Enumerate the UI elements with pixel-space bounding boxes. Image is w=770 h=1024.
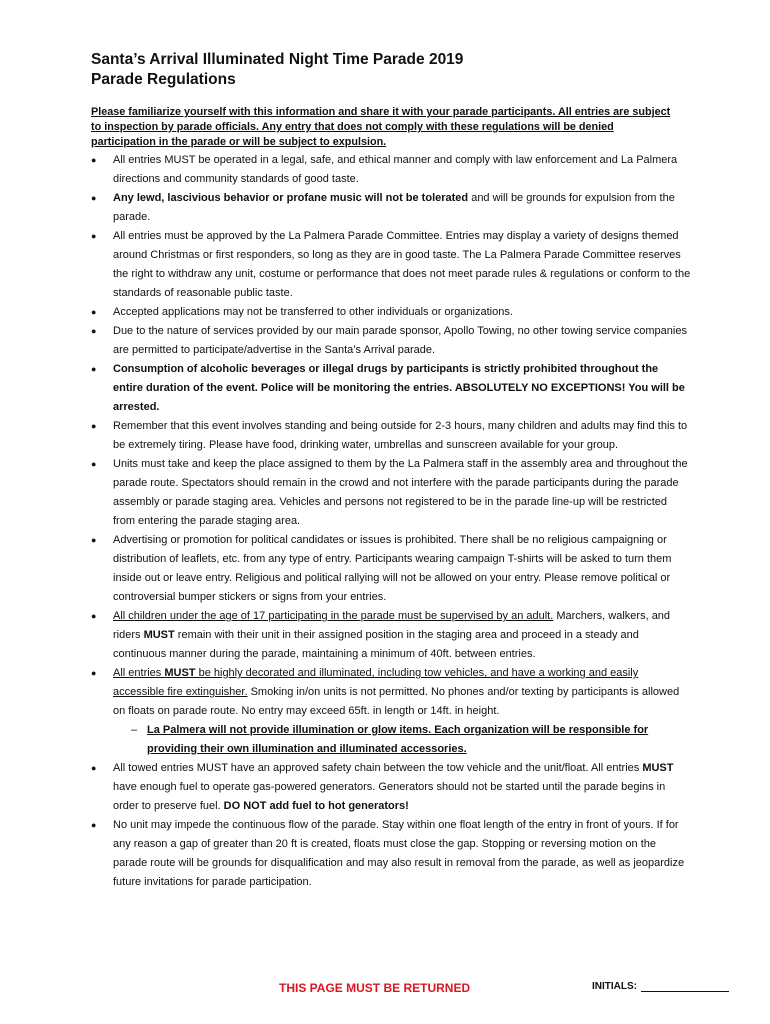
title-line-1: Santa’s Arrival Illuminated Night Time Parade 2019: [91, 51, 464, 68]
list-item: ● All towed entries MUST have an approved safety chain between the tow vehicle and the unit/float. All entries MUST have enough fuel to operate gas-powered generators. Generators should not be started until the parade begins in order to preserve fuel. DO NOT add fuel to hot generators!: [91, 759, 691, 816]
list-item: ● Any lewd, lascivious behavior or profane music will not be tolerated and will be grounds for expulsion from the parade.: [91, 189, 691, 227]
list-item: ● No unit may impede the continuous flow of the parade. Stay within one float length of the entry in front of yours. If for any reason a gap of greater than 20 ft is created, floats must close the gap. Stopping or reversing motion on the parade route will be grounds for disqualification and may also result in removal from the parade, as well as jeopardize future invitations for parade participation.: [91, 816, 691, 892]
list-item: ● Consumption of alcoholic beverages or illegal drugs by participants is strictly prohibited throughout the entire duration of the event. Police will be monitoring the entries. ABSOLUTELY NO EXCEPTIONS! You will be arrested.: [91, 360, 691, 417]
sub-list: [113, 721, 691, 759]
initials-field[interactable]: [592, 979, 729, 992]
initials-blank-line[interactable]: [641, 979, 729, 992]
list-item: ● All entries MUST be highly decorated and illuminated, including tow vehicles, and have a working and easily accessible fire extinguisher. Smoking in/on units is not permitted. No phones and/or texting by participants is allowed on floats on parade route. No entry may exceed 65ft. in length or 14ft. in height. – La Palmera will not provide illumination or glow items. Each organization will be responsible for providing their own illumination and illuminated accessories.: [91, 664, 691, 759]
list-item: ● Advertising or promotion for political candidates or issues is prohibited. There shall be no religious campaigning or distribution of leaflets, etc. from any type of entry. Participants wearing campaign T-shirts will be asked to turn them inside out or leave entry. Religious and political rallying will not be allowed on your entry. Please remove political or controversial bumper stickers or signs from your entries.: [91, 531, 691, 607]
list-item: ● Units must take and keep the place assigned to them by the La Palmera staff in the assembly area and throughout the parade route. Spectators should remain in the crowd and not interfere with the parade participants during the parade assembly or parade staging area. Vehicles and persons not registered to be in the parade line-up will be restricted from entering the parade staging area.: [91, 455, 691, 531]
initials-label: INITIALS:: [592, 981, 637, 992]
list-item: ● Due to the nature of services provided by our main parade sponsor, Apollo Towing, no other towing service companies are permitted to participate/advertise in the Santa’s Arrival parade.: [91, 322, 691, 360]
page-title: [91, 50, 463, 90]
list-item: ● Remember that this event involves standing and being outside for 2-3 hours, many children and adults may find this to be extremely tiring. Please have food, drinking water, umbrellas and sunscreen available for your group.: [91, 417, 691, 455]
sub-list-item: – La Palmera will not provide illumination or glow items. Each organization will be responsible for providing their own illumination and illuminated accessories.: [113, 721, 691, 759]
regulations-list: [91, 151, 691, 892]
list-item: ● All entries must be approved by the La Palmera Parade Committee. Entries may display a variety of designs themed around Christmas or first responders, so long as they are in good taste. The La Palmera Parade Committee reserves the right to withdraw any unit, costume or performance that does not meet parade rules & regulations or conform to the standards of reasonable public taste.: [91, 227, 691, 303]
list-item: ● All children under the age of 17 participating in the parade must be supervised by an adult. Marchers, walkers, and riders MUST remain with their unit in their assigned position in the staging area and proceed in a steady and continuous manner during the parade, maintaining a minimum of 40ft. between entries.: [91, 607, 691, 664]
list-item: ● Accepted applications may not be transferred to other individuals or organizations.: [91, 303, 691, 322]
list-item: ● All entries MUST be operated in a legal, safe, and ethical manner and comply with law enforcement and La Palmera directions and community standards of good taste.: [91, 151, 691, 189]
intro-paragraph: Please familiarize yourself with this information and share it with your parade participants. All entries are subject to inspection by parade officials. Any entry that does not comply with these regulations will be denied participation in the parade or will be subject to expulsion.: [91, 106, 671, 148]
title-line-2: Parade Regulations: [91, 71, 236, 88]
return-notice: THIS PAGE MUST BE RETURNED: [279, 981, 471, 995]
